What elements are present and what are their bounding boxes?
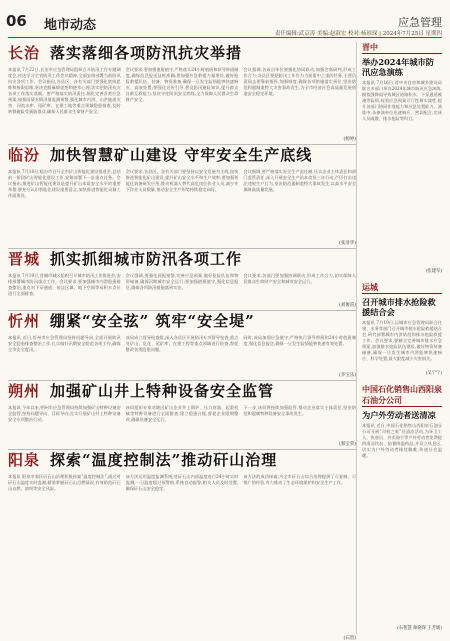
sidebar-articles [362,42,442,636]
main-articles [8,42,357,641]
header-meta: 责任编辑:武京涛 美编:赵淑宏 校对:杨琼琛 | 2024年7月25日 星期四 [274,31,442,37]
sidebar-article-body: 本报讯 近日,中国石化销售山西阳泉石油分公司开展“司机之家”送清凉活动,为环卫工人、快递员、外卖骑手等户外劳动者免费提供清凉饮品、防暑降温药品,并设立休息区,切实为户外劳动者排忧解难,传递社会温暖。 [362,423,442,458]
article-body-column: 会议要求,各部门要加强协调联动,形成工作合力,切实保障人民群众生命财产安全和城市安全运行。 [243,273,357,284]
article-title: 探索“温度控制法”推动矸山治理 [50,451,278,469]
article-location: 忻州 [8,312,41,330]
article-headline [8,248,356,269]
article-location: 阳泉 [8,451,41,469]
article-title: 落实落细各项防汛抗灾举措 [50,44,243,62]
sidebar-article-byline: (张建军) [425,269,442,274]
article-body-column: 会议强调,要强化预报预警,完善应急预案,做好抢险队伍和物资储备,确保汛期城市安全运行;要加强值班值守,强化信息报送,确保各项防汛措施落到实处。 [125,273,239,290]
article [8,449,356,639]
article-body-column: 本报讯 近日,忻州市应急管理局坚持问题导向,全面开展防汛安全隐患排查整治工作,扎实做好汛期安全防范各项工作,确保全市安全度汛。 [8,335,121,352]
article-body-column: 本报讯 7月18日,临汾市召开全市矿山智能化建设推进会,总结前一阶段矿山智能化建设工作,安排部署下一步重点任务。会议指出,推进矿山智能化建设是提升矿山本质安全水平的重要举措,要充分认识智能化建设重要意义,加快推进智能化采掘工作面建设。 [8,169,121,198]
article-headline [8,144,356,165]
article-location: 长治 [8,44,41,62]
article-body-column: 本报讯 阳泉市郊区矸石山治理积极探索“温度控制法”,通过对矸石山温度实时监测,精准掌握矸石山自燃情况,有效防范矸石山自燃、溃坝等安全风险。 [8,474,121,491]
article-body-column: 本报讯 7月19日,晋城市城区组织召开城市防汛工作推进会,安排部署城市防汛重点工作。会议要求,要加强城市内涝隐患排查整治,重点对下穿通道、低洼区域、地下空间等易积水点位进行全面排查。 [8,273,121,296]
header-rule [8,37,442,38]
page-header [0,0,450,40]
sidebar-section-label: 中国石化销售山西阳泉石油分公司 [362,384,442,405]
article-byline: (刘俊雷) [338,303,356,308]
sidebar-article-byline: (石智慧 师晓琛 王芳媛) [397,626,442,631]
article-headline [8,310,356,331]
article-body-column: 同时,该局加强应急值守,严格执行领导带班和24小时值班制度,强化信息报送,确保一旦发生险情能够快速有效处置。 [243,335,357,346]
article-title: 加快智慧矿山建设 守牢安全生产底线 [50,146,313,164]
sidebar-article-body: 本报讯 7月19日,运城市应急管理局联合住建、水务等部门召开城市排水抢险救援结合会,研究部署城市内涝防范和排水抢险救援工作。会议要求,要健全完善城市排水应急预案,加强排水抢险队伍建设,做好物资装备储备,确保一旦发生城市内涝能够快速响应、科学处置,最大限度减少灾害损失。 [362,320,442,361]
page-number: 06 [6,12,27,30]
sidebar-article-body: 本报讯 7月16日,晋中市住房和城乡建设局联合多部门举办2024年城市防汛应急演练,模拟强降雨导致城区道路积水、下穿通道被淹等险情,检验应急预案可行性和实战性,提升各部门协同作战能力和应急处置能力。演练中,各参演单位迅速响应、密切配合,完成人员疏散、排水抢险等科目。 [362,80,442,121]
article-location: 朔州 [8,382,41,400]
section-title: 地市动态 [44,18,97,33]
article-title: 加强矿山井上特种设备安全监管 [50,382,275,400]
sidebar-article [362,42,442,278]
sidebar-section-label: 晋中 [362,42,442,54]
column-label: 应急管理 [398,16,442,29]
sidebar-article-title: 为户外劳动者送清凉 [362,410,436,420]
article-location: 临汾 [8,146,41,164]
article-headline [8,42,356,63]
article-body-column: 该方法的成功探索,为全市矸石山综合治理提供了可复制、可推广的经验,有力推动了生态环境保护和安全生产工作。 [243,474,357,485]
article-body-column: 会议要求,要加强值班值守,严格落实24小时值班和领导带班制度,确保信息报送及时准确;要加强应急救援力量建设,做好抢险救援队伍、装备、物资准备,确保一旦发生险情能够快速响应、高效处置;要强化宣传引导,普及防汛避险知识,提升群众自救互救能力,坚决守住防汛安全底线,全力保障人民群众生命财产安全。 [125,67,239,102]
sidebar-article [362,384,442,634]
article [8,380,356,445]
article-title: 绷紧“安全弦” 筑牢“安全堤” [50,312,255,330]
article-body-column: 该方法运用温度监测系统,对矸石山内部温度进行24小时实时监测,一旦温度超过预警值,系统自动报警,相关人员及时处置,确保矸石山安全稳定。 [125,474,239,491]
column-divider [356,42,357,634]
article [8,248,356,306]
article-body-column: 该局组织专家对辖区矿山企业井上锅炉、压力容器、起重机械等特种设备进行全面排查,建立隐患台账,督促企业限期整改,确保设备安全运行。 [125,405,239,422]
article-byline: (郭宝荣) [338,442,356,447]
article-body-column: 该局成立督导检查组,深入各县区开展防汛专项督导检查,重点对矿山、危化、尾矿库、在建工程等重点领域进行检查,督促整改各类隐患问题。 [125,335,239,352]
article-byline: (杨婷) [343,137,356,142]
sidebar-article-title: 召开城市排水抢险救援结合会 [362,297,436,317]
article-body-column: 会议要求,各县区、各有关部门要坚持以安全发展为主线,加快推进智能化矿山建设,提升矿山安全水平和生产效率;要加强智能化装备研发应用,推动机器人替代高危岗位作业人员,减少井下作业人员数量,推动安全生产形势持续稳定向好。 [125,169,239,192]
article [8,42,356,140]
article-title: 抓实抓细城市防汛各项工作 [50,250,243,268]
article-byline: (李宝乐) [338,373,356,378]
sidebar-article-title: 举办2024年城市防汛应急演练 [362,57,434,77]
article-body-column: 会议强调,要严格落实安全生产责任制,压实企业主体责任和部门监管责任,深入开展安全生产治本攻坚三年行动,严厉打击违法违规生产行为,坚决防范遏制重特大事故发生,以高水平安全保障高质量发展。 [243,169,357,192]
sidebar-section-label: 运城 [362,282,442,294]
article-headline [8,449,356,470]
sidebar-article [362,282,442,380]
article-headline [8,380,356,401]
article-location: 晋城 [8,250,41,268]
article-byline: (石贺) [343,636,356,641]
article [8,144,356,244]
article-body-column: 会议强调,各成员单位要强化协同联动,加强会商研判,形成工作合力;各县区要把防汛工作作为当前重中之重的任务,主要负责同志要靠前指挥,加强调度,确保各项措施落实到位,坚决防范和遏制重特大灾害事故发生,为全市经济社会高质量发展创造安全稳定环境。 [243,67,357,96]
sidebar-article-byline: (吴宁宁) [425,371,442,376]
article-body-column: 本报讯 今年以来,朔州市应急管理局持续加强矿山特种设备安全监管,坚持问题导向、目标导向,扎实开展矿山井上特种设备安全专项整治行动。 [8,405,121,422]
article [8,310,356,376]
article-body-column: 本报讯 7月22日,长治市应急管理局组织召开防汛工作专题调度会,传达学习全省防汛工作会议精神,全面安排部署当前防汛抗灾各项工作。会议指出,各县区、各有关部门要强化底线思维和极限思维,坚决克服麻痹思想和侥幸心理,切实把防汛抗灾各项工作落实落细。要严格落实防汛责任,细化完善各类应急预案,加强雨情水情汛情监测预警,强化城市内涝、山洪地质灾害、河流水库、尾矿库、在建工地等重点领域隐患排查,及时转移避险受威胁群众,确保人民群众生命财产安全。 [8,67,121,114]
article-byline: (张清华) [338,241,356,246]
article-body-column: 下一步,该局将持续加强监管,推动企业落实主体责任,坚决防范和遏制特种设备安全事故发生。 [243,405,357,416]
